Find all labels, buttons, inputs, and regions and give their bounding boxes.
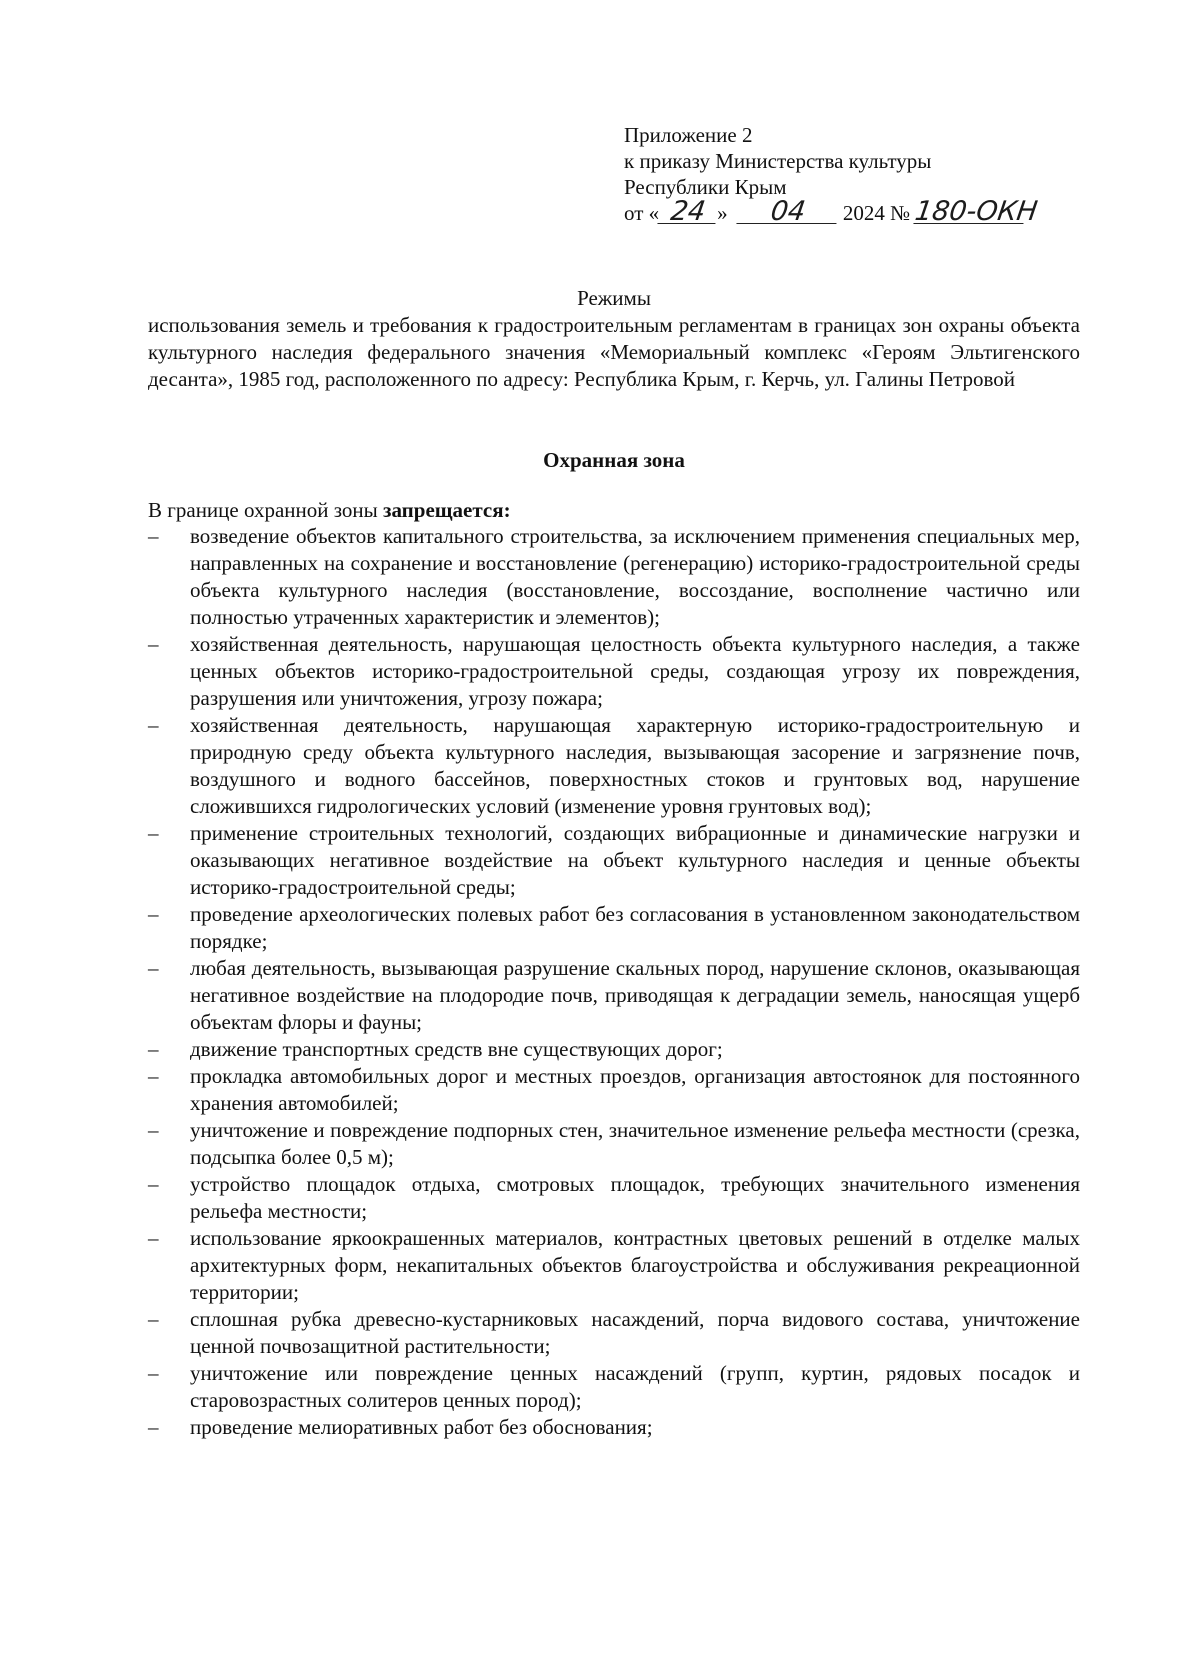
annex-number: Приложение 2: [624, 123, 753, 147]
list-item-text: проведение мелиоративных работ без обоснования;: [190, 1415, 653, 1439]
list-item-text: уничтожение и повреждение подпорных стен, значительное изменение рельефа местности (срезка, подсыпка более 0,5 м);: [190, 1118, 1080, 1169]
date-prefix: от «: [624, 201, 660, 225]
list-item: [148, 1225, 1080, 1306]
dash-marker: –: [148, 1307, 159, 1331]
prohibitions-list: [148, 523, 1080, 1441]
list-item: [148, 631, 1080, 712]
section-title: Охранная зона: [543, 448, 685, 472]
date-year: 2024 №: [842, 201, 911, 225]
list-item-text: возведение объектов капитального строительства, за исключением применения специальных мер, направленных на сохранение и восстановление (регенерацию) историко-градостроительной среды объекта культурного наследия (восстановление, воссоздание, восполнение частично или полностью утраченных характеристик и элементов);: [190, 524, 1080, 629]
list-item-text: движение транспортных средств вне существующих дорог;: [190, 1037, 723, 1061]
handwritten-day: 24: [658, 201, 719, 224]
list-item-text: хозяйственная деятельность, нарушающая характерную историко-градостроительную и природную среду объекта культурного наследия, вызывающая засорение и загрязнение почв, воздушного и водного бассейнов, поверхностных стоков и грунтовых вод, нарушение сложившихся гидрологических условий (изменение уровня грунтовых вод);: [190, 713, 1080, 818]
list-item-text: прокладка автомобильных дорог и местных проездов, организация автостоянок для постоянного хранения автомобилей;: [190, 1064, 1080, 1115]
list-item-text: использование яркоокрашенных материалов, контрастных цветовых решений в отделке малых архитектурных форм, некапитальных объектов благоустройства и обслуживания рекреационной территории;: [190, 1226, 1080, 1304]
date-mid: »: [717, 201, 728, 225]
section-intro: [148, 497, 1080, 523]
list-item: [148, 712, 1080, 820]
dash-marker: –: [148, 1361, 159, 1385]
dash-marker: –: [148, 1118, 159, 1142]
list-item: [148, 1360, 1080, 1414]
list-item: [148, 1063, 1080, 1117]
list-item-text: уничтожение или повреждение ценных насаждений (групп, куртин, рядовых посадок и старовозрастных солитеров ценных пород);: [190, 1361, 1080, 1412]
handwritten-order-number: 180-ОКН: [913, 196, 1040, 227]
intro-text: В границе охранной зоны: [148, 498, 384, 522]
dash-marker: –: [148, 821, 159, 845]
dash-marker: –: [148, 1226, 159, 1250]
annex-date-line: [624, 196, 1144, 227]
dash-marker: –: [148, 1172, 159, 1196]
list-item: [148, 901, 1080, 955]
dash-marker: –: [148, 956, 159, 980]
list-item: [148, 1171, 1080, 1225]
list-item-text: хозяйственная деятельность, нарушающая целостность объекта культурного наследия, а также ценных объектов историко-градостроительной среды, создающая угрозу их повреждения, разрушения или уничтожения, угрозу пожара;: [190, 632, 1080, 710]
list-item-text: устройство площадок отдыха, смотровых площадок, требующих значительного изменения рельефа местности;: [190, 1172, 1080, 1223]
dash-marker: –: [148, 1064, 159, 1088]
list-item-text: проведение археологических полевых работ без согласования в установленном законодательством порядке;: [190, 902, 1080, 953]
dash-marker: –: [148, 524, 159, 548]
annex-republic: Республики Крым: [624, 175, 787, 199]
list-item: [148, 1306, 1080, 1360]
dash-marker: –: [148, 1037, 159, 1061]
list-item-text: применение строительных технологий, создающих вибрационные и динамические нагрузки и оказывающих негативное воздействие на объект культурного наследия и ценные объекты историко-градостроительной среды;: [190, 821, 1080, 899]
list-item: [148, 1117, 1080, 1171]
dash-marker: –: [148, 713, 159, 737]
list-item: [148, 955, 1080, 1036]
list-item: [148, 820, 1080, 901]
dash-marker: –: [148, 1415, 159, 1439]
list-item: [148, 523, 1080, 631]
document-title: Режимы: [577, 286, 651, 310]
dash-marker: –: [148, 632, 159, 656]
list-item-text: сплошная рубка древесно-кустарниковых насаждений, порча видового состава, уничтожение ценной почвозащитной растительности;: [190, 1307, 1080, 1358]
list-item: [148, 1036, 1080, 1063]
annex-order-ref: к приказу Министерства культуры: [624, 149, 932, 173]
annex-header: [624, 122, 1144, 226]
handwritten-month: 04: [736, 201, 839, 224]
document-subtitle: использования земель и требования к градостроительным регламентам в границах зон охраны объекта культурного наследия федерального значения «Мемориальный комплекс «Героям Эльтигенского десанта», 1985 год, расположенного по адресу: Республика Крым, г. Керчь, ул. Галины Петровой: [148, 313, 1080, 391]
dash-marker: –: [148, 902, 159, 926]
list-item-text: любая деятельность, вызывающая разрушение скальных пород, нарушение склонов, оказывающая негативное воздействие на плодородие почв, приводящая к деградации земель, наносящая ущерб объектам флоры и фауны;: [190, 956, 1080, 1034]
intro-prohibited: запрещается:: [383, 498, 511, 522]
list-item: [148, 1414, 1080, 1441]
